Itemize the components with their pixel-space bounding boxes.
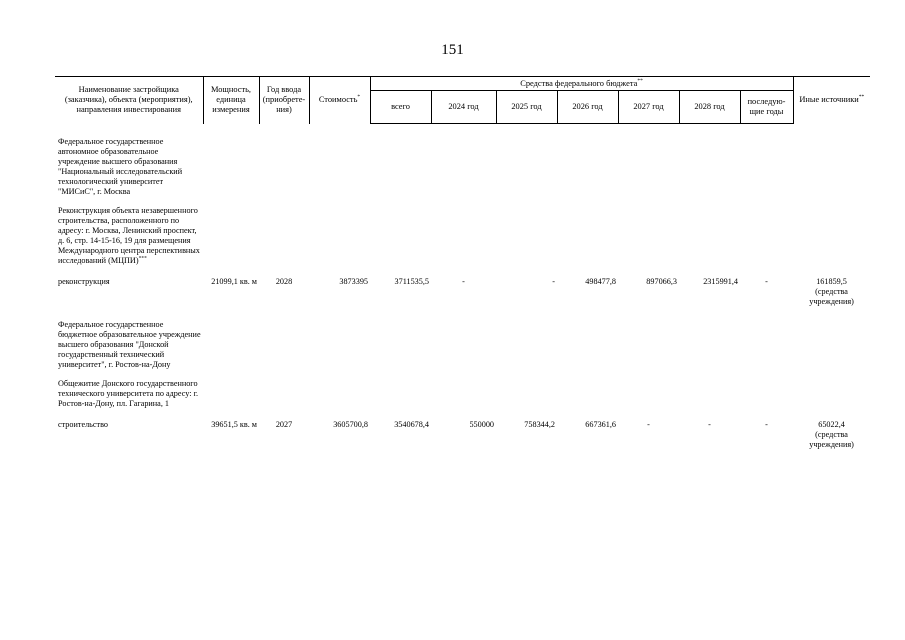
total-value: 3711535,5 xyxy=(394,276,429,286)
investment-table xyxy=(55,76,870,450)
value-2024: 550000 xyxy=(469,419,494,429)
cost-value: 3605700,8 xyxy=(333,419,368,429)
value-later: - xyxy=(765,276,768,286)
header-total: всего xyxy=(370,91,431,124)
cost-value: 3873395 xyxy=(339,276,368,286)
header-year: Год ввода (приобрете-ния) xyxy=(259,77,309,124)
object-name: Реконструкция объекта незавершенного строительства, расположенного по адресу: г. Москва, Ленинский проспект, д. 6, стр. 14-15-16, 19 для размещения Международного центра перспективных исследований (МЦПИ)*** xyxy=(58,205,200,265)
header-2027: 2027 год xyxy=(618,91,679,124)
total-value: 3540678,4 xyxy=(394,419,429,429)
investment-type: реконструкция xyxy=(58,276,110,286)
table-row xyxy=(55,409,870,450)
header-later: последую-щие годы xyxy=(740,91,793,124)
header-2025: 2025 год xyxy=(496,91,557,124)
other-value: 65022,4 xyxy=(818,419,845,429)
value-2026: 667361,6 xyxy=(585,419,616,429)
value-2025: - xyxy=(552,276,555,286)
header-cost: Стоимость* xyxy=(309,77,370,124)
value-2026: 498477,8 xyxy=(585,276,616,286)
other-sources xyxy=(793,409,870,450)
object-name: Общежитие Донского государственного технического университета по адресу: г. Ростов-на-Дону, пл. Гагарина, 1 xyxy=(58,378,199,408)
header-2028: 2028 год xyxy=(679,91,740,124)
header-2026: 2026 год xyxy=(557,91,618,124)
value-2028: 2315991,4 xyxy=(703,276,738,286)
value-2027: - xyxy=(647,419,650,429)
capacity-value: 39651,5 кв. м xyxy=(211,419,257,429)
value-2027: 897066,3 xyxy=(646,276,677,286)
developer-row xyxy=(55,307,870,370)
page-number: 151 xyxy=(441,42,464,58)
value-2028: - xyxy=(708,419,711,429)
other-note: (средства учреждения) xyxy=(809,429,854,449)
object-row xyxy=(55,197,870,266)
year-value: 2027 xyxy=(275,419,293,429)
developer-row xyxy=(55,124,870,197)
header-name: Наименование застройщика (заказчика), объекта (мероприятия), направления инвестирования xyxy=(55,77,203,124)
header-2024: 2024 год xyxy=(431,91,496,124)
object-row xyxy=(55,370,870,409)
year-value: 2028 xyxy=(275,276,293,286)
value-2025: 758344,2 xyxy=(524,419,555,429)
header-federal: Средства федерального бюджета** xyxy=(370,77,793,91)
developer-name: Федеральное государственное автономное образовательное учреждение высшего образования "Национальный исследовательский технологический университет "МИСиС", г. Москва xyxy=(58,136,183,196)
other-sources xyxy=(793,266,870,307)
table-row xyxy=(55,266,870,307)
capacity-value: 21099,1 кв. м xyxy=(211,276,257,286)
value-later: - xyxy=(765,419,768,429)
header-capacity: Мощность, единица измерения xyxy=(203,77,259,124)
header-other: Иные источники** xyxy=(793,77,870,124)
other-value: 161859,5 xyxy=(816,276,847,286)
value-2024: - xyxy=(462,276,465,286)
developer-name: Федеральное государственное бюджетное образовательное учреждение высшего образования "Донской государственный технический университет", г. Ростов-на-Дону xyxy=(58,319,201,369)
investment-type: строительство xyxy=(58,419,109,429)
other-note: (средства учреждения) xyxy=(809,286,854,306)
